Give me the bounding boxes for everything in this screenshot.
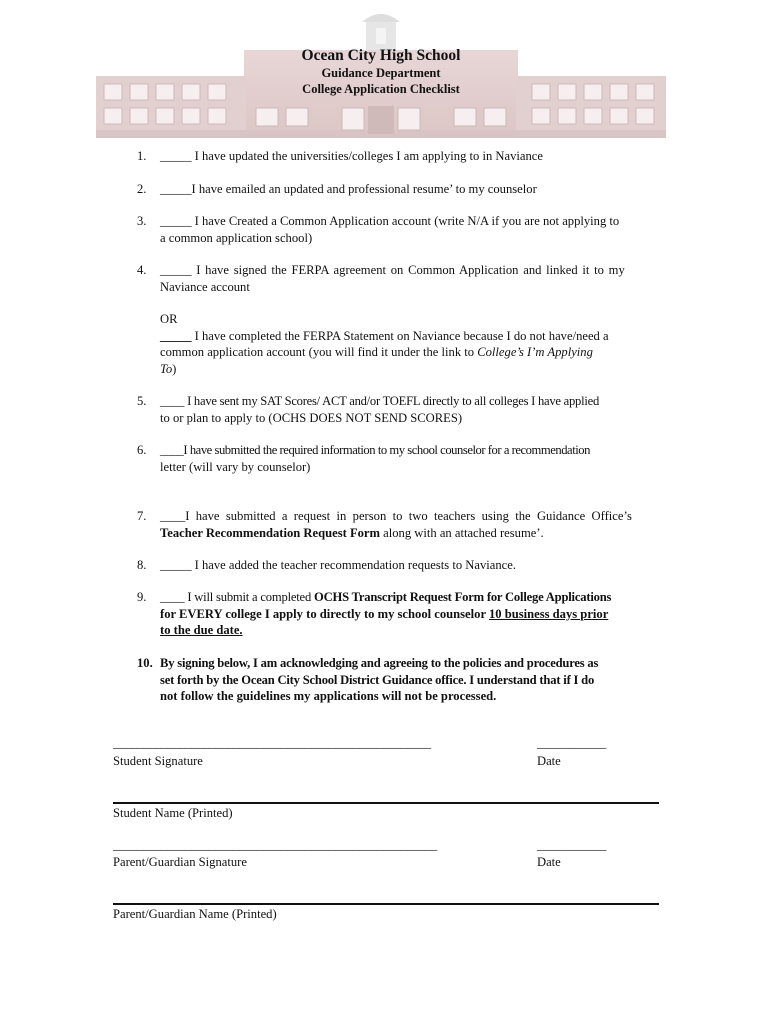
item-line: set forth by the Ocean City School District Guidance office. I understand that if I do xyxy=(160,672,595,687)
item-number: 7. xyxy=(137,509,147,523)
item-number: 4. xyxy=(137,263,147,277)
item-line: By signing below, I am acknowledging and agreeing to the policies and procedures as xyxy=(160,656,599,670)
deadline-text: to the due date. xyxy=(160,623,243,637)
item-line xyxy=(160,361,658,378)
item-number: 3. xyxy=(137,214,147,228)
parent-date-line[interactable]: ___________ xyxy=(537,838,607,852)
item-text-fragment: I have completed the FERPA Statement on Naviance because I do not have/need a xyxy=(191,328,609,343)
student-date-line[interactable]: ___________ xyxy=(537,736,607,750)
item-line: Naviance account xyxy=(160,279,250,294)
item-text-fragment: ____ I will submit a completed xyxy=(160,590,314,604)
parent-name-label: Parent/Guardian Name (Printed) xyxy=(113,907,277,921)
item-number: 6. xyxy=(137,443,147,457)
item-text: _____ I have added the teacher recommendation requests to Naviance. xyxy=(160,558,516,572)
parent-name-line[interactable] xyxy=(113,903,659,905)
item-text xyxy=(160,262,658,377)
item-text-fragment: for EVERY college I apply to directly to my school counselor xyxy=(160,606,489,621)
school-name: Ocean City High School xyxy=(301,47,461,64)
item-text xyxy=(160,508,658,541)
deadline-text: 10 business days prior xyxy=(488,606,609,621)
student-signature-line[interactable]: _____________________________________________________ xyxy=(113,736,431,750)
item-number: 2. xyxy=(137,182,147,196)
item-number: 10. xyxy=(137,656,153,670)
item-line xyxy=(160,525,658,542)
item-text xyxy=(160,655,658,705)
item-line xyxy=(160,344,658,361)
parent-date-label: Date xyxy=(537,855,561,869)
student-date-label: Date xyxy=(537,754,561,768)
item-line: ____ I have sent my SAT Scores/ ACT and/or TOEFL directly to all colleges I have applied xyxy=(160,394,599,408)
parent-signature-line[interactable]: ______________________________________________________ xyxy=(113,838,437,852)
item-line xyxy=(160,606,658,623)
item-text xyxy=(160,442,658,475)
item-text-fragment: common application account (you will find it under the link to xyxy=(160,345,478,359)
item-number: 9. xyxy=(137,590,147,604)
checklist-title: College Application Checklist xyxy=(302,82,460,96)
item-number: 1. xyxy=(137,149,147,163)
item-line: ____I have submitted the required information to my school counselor for a recommendation xyxy=(160,443,590,457)
naviance-link-text: College’s I’m Applying xyxy=(477,345,593,359)
item-text-fragment: ) xyxy=(172,361,177,376)
department-name: Guidance Department xyxy=(321,66,441,80)
parent-signature-label: Parent/Guardian Signature xyxy=(113,855,247,869)
item-text xyxy=(160,589,658,639)
form-name: Teacher Recommendation Request Form xyxy=(160,525,381,540)
item-number: 8. xyxy=(137,558,147,572)
item-line: ____I have submitted a request in person to two teachers using the Guidance Office’s xyxy=(160,509,632,523)
blank-line: _____ xyxy=(160,328,192,343)
item-line: _____ I have signed the FERPA agreement on Common Application and linked it to my xyxy=(160,263,625,277)
item-text xyxy=(160,393,658,426)
item-number: 5. xyxy=(137,394,147,408)
item-text: _____ I have updated the universities/colleges I am applying to in Naviance xyxy=(160,149,543,163)
student-name-label: Student Name (Printed) xyxy=(113,806,233,820)
item-line: to or plan to apply to (OCHS DOES NOT SEND SCORES) xyxy=(160,410,463,425)
item-text-fragment: along with an attached resume’. xyxy=(380,525,544,540)
student-name-line[interactable] xyxy=(113,802,659,804)
item-line: _____ I have Created a Common Application account (write N/A if you are not applying to xyxy=(160,214,620,228)
item-line: letter (will vary by counselor) xyxy=(160,459,311,474)
item-line xyxy=(160,589,658,606)
item-line xyxy=(160,622,658,639)
form-name: OCHS Transcript Request Form for College Applications xyxy=(314,590,612,604)
item-text xyxy=(160,213,658,246)
or-divider: OR xyxy=(160,312,178,326)
item-line xyxy=(160,328,658,345)
student-signature-label: Student Signature xyxy=(113,754,203,768)
naviance-link-text: To xyxy=(160,361,173,376)
item-line: not follow the guidelines my applications will not be processed. xyxy=(160,689,497,703)
item-text: _____I have emailed an updated and professional resume’ to my counselor xyxy=(160,182,537,196)
item-line: a common application school) xyxy=(160,230,313,245)
